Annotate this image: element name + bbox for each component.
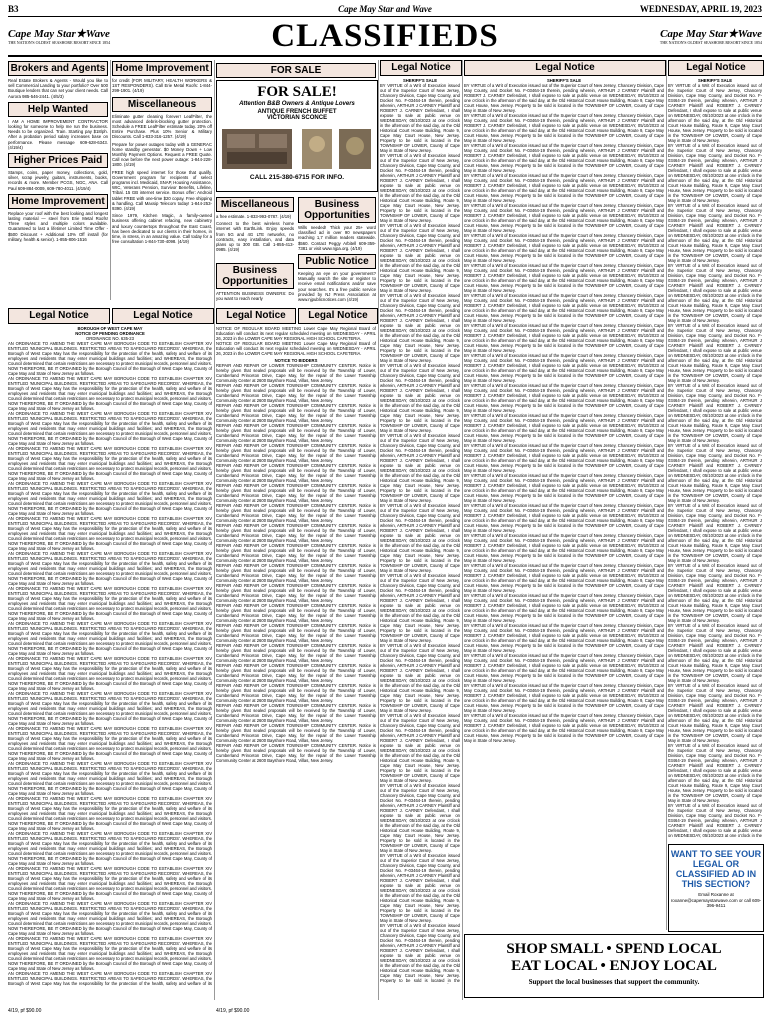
misc-text-2: Prepare for power outages today with a GENERAC home standby generator. $0 Money Down + Low Monthly Payment Options. Request a FREE Quote. Call now before the next power outage: 1-844-228-1800. (4/19): [112, 141, 212, 168]
home-improvement-text-2: for credit (FOR MILITARY, HEALTH WORKERS & 1ST RESPONDERS). Call Erie Metal Roofs: 1-844-299-1901. (4/19): [112, 78, 212, 94]
ordinance-body-cont-9: AN ORDINANCE TO AMEND THE WEST CAPE MAY BOROUGH CODE TO ESTABLISH CHAPTER XIV ENTITLED 'MUNICIPAL BUILDINGS. RESTRICTED AREAS TO SAFEGUARD RECORDS'. WHEREAS, the Borough of West Cape May has the responsibility for the protection of the health, safety and welfare of its employees and residents that may enter municipal buildings and facilities; and WHEREAS, the Borough Council determined that certain restrictions are necessary to protect municipal records, personnel and visitors. NOW THEREFORE, BE IT ORDAINED by the Borough Council of the Borough of West Cape May, County of Cape May and State of New Jersey as follows.: [8, 656, 212, 691]
business-column: [298, 194, 376, 314]
legal-body-left: [8, 326, 212, 986]
sheriff3-body-12: BY VIRTUE of a Writ of Execution issued out of the Superior Court of New Jersey, Chancery Division, Cape May County, and Docket No. F-03464-19 therein, pending wherein, ARTHUR J CARNEY Plaintiff and ROBERT J. CARNEY Defendant, I shall expose to sale at public venue on WEDNESDAY, 05/10/2023 at one o'clock in the afternoon of the said day, at the Old Historical Court House Building, Route 9, Cape May Court House, New Jersey. Property to be sold is located in the TOWNSHIP OF LOWER, County of Cape May in State of New Jersey.: [668, 743, 762, 803]
ordinance-body-cont-7: AN ORDINANCE TO AMEND THE WEST CAPE MAY BOROUGH CODE TO ESTABLISH CHAPTER XIV ENTITLED 'MUNICIPAL BUILDINGS. RESTRICTED AREAS TO SAFEGUARD RECORDS'. WHEREAS, the Borough of West Cape May has the responsibility for the protection of the health, safety and welfare of its employees and residents that may enter municipal buildings and facilities; and WHEREAS, the Borough Council determined that certain restrictions are necessary to protect municipal records, personnel and visitors. NOW THEREFORE, BE IT ORDAINED by the Borough Council of the Borough of West Cape May, County of Cape May and State of New Jersey as follows.: [8, 586, 212, 621]
ordinance-body-cont-18: AN ORDINANCE TO AMEND THE WEST CAPE MAY BOROUGH CODE TO ESTABLISH CHAPTER XIV ENTITLED 'MUNICIPAL BUILDINGS. RESTRICTED AREAS TO SAFEGUARD RECORDS'. WHEREAS, the Borough of West Cape May has the responsibility for the protection of the health, safety and welfare of its: [8, 971, 212, 986]
sheriff2-body-15: BY VIRTUE of a Writ of Execution issued out of the Superior Court of New Jersey, Chancery Division, Cape May County, and Docket No. F-03464-19 therein, pending wherein, ARTHUR J CARNEY Plaintiff and ROBERT J. CARNEY Defendant, I shall expose to sale at public venue on WEDNESDAY, 05/10/2023 at one o'clock in the afternoon of the said day, at the Old Historical Court House Building, Route 9, Cape May Court House, New Jersey. Property to be sold is located in the TOWNSHIP OF LOWER, County of Cape May in State of New Jersey.: [464, 503, 664, 533]
legal-notice-header-1: Legal Notice: [8, 308, 110, 324]
ordinance-body-cont-11: AN ORDINANCE TO AMEND THE WEST CAPE MAY BOROUGH CODE TO ESTABLISH CHAPTER XIV ENTITLED 'MUNICIPAL BUILDINGS. RESTRICTED AREAS TO SAFEGUARD RECORDS'. WHEREAS, the Borough of West Cape May has the responsibility for the protection of the health, safety and welfare of its employees and residents that may enter municipal buildings and facilities; and WHEREAS, the Borough Council determined that certain restrictions are necessary to protect municipal records, personnel and visitors. NOW THEREFORE, BE IT ORDAINED by the Borough Council of the Borough of West Cape May, County of Cape May and State of New Jersey as follows.: [8, 726, 212, 761]
higher-prices-text: Stamps, coins, paper money, collections, gold, silver, scrap jewelry, guitars, instruments, books, records & more. Member PCGS, NGC, ANA. Call Paul 609-884-0009, 609-780-4011. (4/19/4): [8, 170, 108, 191]
ordinance-body-cont-8: AN ORDINANCE TO AMEND THE WEST CAPE MAY BOROUGH CODE TO ESTABLISH CHAPTER XIV ENTITLED 'MUNICIPAL BUILDINGS. RESTRICTED AREAS TO SAFEGUARD RECORDS'. WHEREAS, the Borough of West Cape May has the responsibility for the protection of the health, safety and welfare of its employees and residents that may enter municipal buildings and facilities; and WHEREAS, the Borough Council determined that certain restrictions are necessary to protect municipal records, personnel and visitors. NOW THEREFORE, BE IT ORDAINED by the Borough Council of the Borough of West Cape May, County of Cape May and State of New Jersey as follows.: [8, 621, 212, 656]
tender-body-12: REPAIR AND REPAIR OF LOWER TOWNSHIP COMMUNITY CENTER. Notice is hereby given that sealed proposals will be received by the Township of Lower, Cumberland Princeton Drive, Cape May, for the repair of the Lower Township Community Center at 2600 Bayshore Road, Villas, New Jersey.: [216, 583, 376, 603]
rule-5: [666, 60, 667, 930]
ordinance-body-cont-3: AN ORDINANCE TO AMEND THE WEST CAPE MAY BOROUGH CODE TO ESTABLISH CHAPTER XIV ENTITLED 'MUNICIPAL BUILDINGS. RESTRICTED AREAS TO SAFEGUARD RECORDS'. WHEREAS, the Borough of West Cape May has the responsibility for the protection of the health, safety and welfare of its employees and residents that may enter municipal buildings and facilities; and WHEREAS, the Borough Council determined that certain restrictions are necessary to protect municipal records, personnel and visitors. NOW THEREFORE, BE IT ORDAINED by the Borough Council of the Borough of West Cape May, County of Cape May and State of New Jersey as follows.: [8, 446, 212, 481]
notice-body-2: NOTICE OF REGULAR BOARD MEETING Lower Cape May Regional Board of Education will conduct its next regular scheduled meeting on WEDNESDAY - APRIL 26, 2023 in the LOWER CAPE MAY REGIONAL HIGH SCHOOL CAFETERIA.: [216, 341, 376, 356]
business-column-2: [216, 260, 294, 310]
legal-notice-header-7: Legal Notice: [668, 60, 764, 76]
ad-title: FOR SALE!: [257, 84, 337, 100]
sheriff3-body-3: BY VIRTUE of a Writ of Execution issued out of the Superior Court of New Jersey, Chancery Division, Cape May County, and Docket No. F-03464-19 therein, pending wherein, ARTHUR J CARNEY Plaintiff and ROBERT J. CARNEY Defendant, I shall expose to sale at public venue on WEDNESDAY, 05/10/2023 at one o'clock in the afternoon of the said day, at the Old Historical Court House Building, Route 9, Cape May Court House, New Jersey. Property to be sold is located in the TOWNSHIP OF LOWER, County of Cape May in State of New Jersey.: [668, 203, 762, 263]
sheriff2-body-7: BY VIRTUE of a Writ of Execution issued out of the Superior Court of New Jersey, Chancery Division, Cape May County, and Docket No. F-03464-19 therein, pending wherein, ARTHUR J CARNEY Plaintiff and ROBERT J. CARNEY Defendant, I shall expose to sale at public venue on WEDNESDAY, 05/10/2023 at one o'clock in the afternoon of the said day, at the Old Historical Court House Building, Route 9, Cape May Court House, New Jersey. Property to be sold is located in the TOWNSHIP OF LOWER, County of Cape May in State of New Jersey.: [464, 263, 664, 293]
tender-body-4: REPAIR AND REPAIR OF LOWER TOWNSHIP COMMUNITY CENTER. Notice is hereby given that sealed proposals will be received by the Township of Lower, Cumberland Princeton Drive, Cape May, for the repair of the Lower Township Community Center at 2600 Bayshore Road, Villas, New Jersey.: [216, 423, 376, 443]
business-text: Wills needed! Thick your 25+ word classified ad in over 90 newspapers reaching 1,7 million readers statewide. $560. Contact Peggy Arbitell 609-359-7381 or visit www.njpa.org. (4/19): [298, 225, 376, 251]
help-wanted-text: I AM A HOME IMPROVEMENT CONTRACTOR looking for someone to help me run the business. Needs to be organized. Train. Starting pay $18/ph. After a probation period salary increases base on performance. Please message 609-628-6343. (4/19/4): [8, 118, 108, 150]
sheriff2-body-8: BY VIRTUE of a Writ of Execution issued out of the Superior Court of New Jersey, Chancery Division, Cape May County, and Docket No. F-03464-19 therein, pending wherein, ARTHUR J CARNEY Plaintiff and ROBERT J. CARNEY Defendant, I shall expose to sale at public venue on WEDNESDAY, 05/10/2023 at one o'clock in the afternoon of the said day, at the Old Historical Court House Building, Route 9, Cape May Court House, New Jersey. Property to be sold is located in the TOWNSHIP OF LOWER, County of Cape May in State of New Jersey.: [464, 293, 664, 323]
sheriff2-body-12: BY VIRTUE of a Writ of Execution issued out of the Superior Court of New Jersey, Chancery Division, Cape May County, and Docket No. F-03464-19 therein, pending wherein, ARTHUR J CARNEY Plaintiff and ROBERT J. CARNEY Defendant, I shall expose to sale at public venue on WEDNESDAY, 05/10/2023 at one o'clock in the afternoon of the said day, at the Old Historical Court House Building, Route 9, Cape May Court House, New Jersey. Property to be sold is located in the TOWNSHIP OF LOWER, County of Cape May in State of New Jersey.: [464, 413, 664, 443]
borough-title: BOROUGH OF WEST CAPE MAY: [77, 326, 143, 331]
ordinance-body-cont-14: AN ORDINANCE TO AMEND THE WEST CAPE MAY BOROUGH CODE TO ESTABLISH CHAPTER XIV ENTITLED 'MUNICIPAL BUILDINGS. RESTRICTED AREAS TO SAFEGUARD RECORDS'. WHEREAS, the Borough of West Cape May has the responsibility for the protection of the health, safety and welfare of its employees and residents that may enter municipal buildings and facilities; and WHEREAS, the Borough Council determined that certain restrictions are necessary to protect municipal records, personnel and visitors. NOW THEREFORE, BE IT ORDAINED by the Borough Council of the Borough of West Cape May, County of Cape May and State of New Jersey as follows.: [8, 831, 212, 866]
ad-line-2: VICTORIAN SCONCE: [266, 115, 328, 121]
page-number: B3: [8, 4, 19, 14]
sheriff3-body-5: BY VIRTUE of a Writ of Execution issued out of the Superior Court of New Jersey, Chancery Division, Cape May County, and Docket No. F-03464-19 therein, pending wherein, ARTHUR J CARNEY Plaintiff and ROBERT J. CARNEY Defendant, I shall expose to sale at public venue on WEDNESDAY, 05/10/2023 at one o'clock in the afternoon of the said day, at the Old Historical Court House Building, Route 9, Cape May Court House, New Jersey. Property to be sold is located in the TOWNSHIP OF LOWER, County of Cape May in State of New Jersey.: [668, 323, 762, 383]
sheriff-body-9: BY VIRTUE of a Writ of Execution issued out of the Superior Court of New Jersey, Chancery Division, Cape May County, and Docket No. F-03464-19 therein, pending wherein, ARTHUR J CARNEY Plaintiff and ROBERT J. CARNEY Defendant, I shall expose to sale at public venue on WEDNESDAY, 05/10/2023 at one o'clock in the afternoon of the said day, at the Old Historical Court House Building, Route 9, Cape May Court House, New Jersey. Property to be sold is located in the TOWNSHIP OF LOWER, County of Cape May in State of New Jersey.: [380, 643, 460, 713]
sheriff-sale-title-3: SHERIFF'S SALE: [697, 78, 733, 83]
ordinance-number: ORDINANCE NO. 635-23: [86, 336, 134, 341]
sheriff2-body-14: BY VIRTUE of a Writ of Execution issued out of the Superior Court of New Jersey, Chancery Division, Cape May County, and Docket No. F-03464-19 therein, pending wherein, ARTHUR J CARNEY Plaintiff and ROBERT J. CARNEY Defendant, I shall expose to sale at public venue on WEDNESDAY, 05/10/2023 at one o'clock in the afternoon of the said day, at the Old Historical Court House Building, Route 9, Cape May Court House, New Jersey. Property to be sold is located in the TOWNSHIP OF LOWER, County of Cape May in State of New Jersey.: [464, 473, 664, 503]
masthead: [8, 16, 762, 57]
promo-box: [668, 844, 764, 932]
sheriff2-body-13: BY VIRTUE of a Writ of Execution issued out of the Superior Court of New Jersey, Chancery Division, Cape May County, and Docket No. F-03464-19 therein, pending wherein, ARTHUR J CARNEY Plaintiff and ROBERT J. CARNEY Defendant, I shall expose to sale at public venue on WEDNESDAY, 05/10/2023 at one o'clock in the afternoon of the said day, at the Old Historical Court House Building, Route 9, Cape May Court House, New Jersey. Property to be sold is located in the TOWNSHIP OF LOWER, County of Cape May in State of New Jersey.: [464, 443, 664, 473]
sheriff-body-3: BY VIRTUE of a Writ of Execution issued out of the Superior Court of New Jersey, Chancery Division, Cape May County, and Docket No. F-03464-19 therein, pending wherein, ARTHUR J CARNEY Plaintiff and ROBERT J. CARNEY Defendant, I shall expose to sale at public venue on WEDNESDAY, 05/10/2023 at one o'clock in the afternoon of the said day, at the Old Historical Court House Building, Route 9, Cape May Court House, New Jersey. Property to be sold is located in the TOWNSHIP OF LOWER, County of Cape May in State of New Jersey.: [380, 223, 460, 293]
ordinance-body-cont-10: AN ORDINANCE TO AMEND THE WEST CAPE MAY BOROUGH CODE TO ESTABLISH CHAPTER XIV ENTITLED 'MUNICIPAL BUILDINGS. RESTRICTED AREAS TO SAFEGUARD RECORDS'. WHEREAS, the Borough of West Cape May has the responsibility for the protection of the health, safety and welfare of its employees and residents that may enter municipal buildings and facilities; and WHEREAS, the Borough Council determined that certain restrictions are necessary to protect municipal records, personnel and visitors. NOW THEREFORE, BE IT ORDAINED by the Borough Council of the Borough of West Cape May, County of Cape May and State of New Jersey as follows.: [8, 691, 212, 726]
legal-body-middle: [216, 326, 376, 986]
for-sale-ad: [216, 80, 378, 192]
ordinance-body-cont-4: AN ORDINANCE TO AMEND THE WEST CAPE MAY BOROUGH CODE TO ESTABLISH CHAPTER XIV ENTITLED 'MUNICIPAL BUILDINGS. RESTRICTED AREAS TO SAFEGUARD RECORDS'. WHEREAS, the Borough of West Cape May has the responsibility for the protection of the health, safety and welfare of its employees and residents that may enter municipal buildings and facilities; and WHEREAS, the Borough Council determined that certain restrictions are necessary to protect municipal records, personnel and visitors. NOW THEREFORE, BE IT ORDAINED by the Borough Council of the Borough of West Cape May, County of Cape May and State of New Jersey as follows.: [8, 481, 212, 516]
tender-body-19: REPAIR AND REPAIR OF LOWER TOWNSHIP COMMUNITY CENTER. Notice is hereby given that sealed proposals will be received by the Township of Lower, Cumberland Princeton Drive, Cape May, for the repair of the Lower Township Community Center at 2600 Bayshore Road, Villas, New Jersey.: [216, 723, 376, 743]
sheriff-body-13: BY VIRTUE of a Writ of Execution issued out of the Superior Court of New Jersey, Chancery Division, Cape May County, and Docket No. F-03464-19 therein, pending wherein, ARTHUR J CARNEY Plaintiff and ROBERT J. CARNEY Defendant, I shall expose to sale at public venue on WEDNESDAY, 05/10/2023 at one o'clock in the afternoon of the said day, at the Old Historical Court House Building, Route 9, Cape May Court House, New Jersey. Property to be sold is located in the: [380, 923, 460, 983]
sheriff2-body-10: BY VIRTUE of a Writ of Execution issued out of the Superior Court of New Jersey, Chancery Division, Cape May County, and Docket No. F-03464-19 therein, pending wherein, ARTHUR J CARNEY Plaintiff and ROBERT J. CARNEY Defendant, I shall expose to sale at public venue on WEDNESDAY, 05/10/2023 at one o'clock in the afternoon of the said day, at the Old Historical Court House Building, Route 9, Cape May Court House, New Jersey. Property to be sold is located in the TOWNSHIP OF LOWER, County of Cape May in State of New Jersey.: [464, 353, 664, 383]
sheriff3-body: BY VIRTUE of a Writ of Execution issued out of the Superior Court of New Jersey, Chancery Division, Cape May County, and Docket No. F-03464-19 therein, pending wherein, ARTHUR J CARNEY Plaintiff and ROBERT J. CARNEY Defendant, I shall expose to sale at public venue on WEDNESDAY, 05/10/2023 at one o'clock in the afternoon of the said day, at the Old Historical Court House Building, Route 9, Cape May Court House, New Jersey. Property to be sold is located in the TOWNSHIP OF LOWER, County of Cape May in State of New Jersey.: [668, 83, 762, 143]
sheriff2-body-17: BY VIRTUE of a Writ of Execution issued out of the Superior Court of New Jersey, Chancery Division, Cape May County, and Docket No. F-03464-19 therein, pending wherein, ARTHUR J CARNEY Plaintiff and ROBERT J. CARNEY Defendant, I shall expose to sale at public venue on WEDNESDAY, 05/10/2023 at one o'clock in the afternoon of the said day, at the Old Historical Court House Building, Route 9, Cape May Court House, New Jersey. Property to be sold is located in the TOWNSHIP OF LOWER, County of Cape May in State of New Jersey.: [464, 563, 664, 593]
sheriff3-body-7: BY VIRTUE of a Writ of Execution issued out of the Superior Court of New Jersey, Chancery Division, Cape May County, and Docket No. F-03464-19 therein, pending wherein, ARTHUR J CARNEY Plaintiff and ROBERT J. CARNEY Defendant, I shall expose to sale at public venue on WEDNESDAY, 05/10/2023 at one o'clock in the afternoon of the said day, at the Old Historical Court House Building, Route 9, Cape May Court House, New Jersey. Property to be sold is located in the TOWNSHIP OF LOWER, County of Cape May in State of New Jersey.: [668, 443, 762, 503]
tender-body-17: REPAIR AND REPAIR OF LOWER TOWNSHIP COMMUNITY CENTER. Notice is hereby given that sealed proposals will be received by the Township of Lower, Cumberland Princeton Drive, Cape May, for the repair of the Lower Township Community Center at 2600 Bayshore Road, Villas, New Jersey.: [216, 683, 376, 703]
top-line: [8, 4, 762, 16]
sheriff-body-4: BY VIRTUE of a Writ of Execution issued out of the Superior Court of New Jersey, Chancery Division, Cape May County, and Docket No. F-03464-19 therein, pending wherein, ARTHUR J CARNEY Plaintiff and ROBERT J. CARNEY Defendant, I shall expose to sale at public venue on WEDNESDAY, 05/10/2023 at one o'clock in the afternoon of the said day, at the Old Historical Court House Building, Route 9, Cape May Court House, New Jersey. Property to be sold is located in the TOWNSHIP OF LOWER, County of Cape May in State of New Jersey.: [380, 293, 460, 363]
sheriff3-body-2: BY VIRTUE of a Writ of Execution issued out of the Superior Court of New Jersey, Chancery Division, Cape May County, and Docket No. F-03464-19 therein, pending wherein, ARTHUR J CARNEY Plaintiff and ROBERT J. CARNEY Defendant, I shall expose to sale at public venue on WEDNESDAY, 05/10/2023 at one o'clock in the afternoon of the said day, at the Old Historical Court House Building, Route 9, Cape May Court House, New Jersey. Property to be sold is located in the TOWNSHIP OF LOWER, County of Cape May in State of New Jersey.: [668, 143, 762, 203]
sheriff3-body-8: BY VIRTUE of a Writ of Execution issued out of the Superior Court of New Jersey, Chancery Division, Cape May County, and Docket No. F-03464-19 therein, pending wherein, ARTHUR J CARNEY Plaintiff and ROBERT J. CARNEY Defendant, I shall expose to sale at public venue on WEDNESDAY, 05/10/2023 at one o'clock in the afternoon of the said day, at the Old Historical Court House Building, Route 9, Cape May Court House, New Jersey. Property to be sold is located in the TOWNSHIP OF LOWER, County of Cape May in State of New Jersey.: [668, 503, 762, 563]
home-improvement-header-2: Home Improvement: [112, 61, 212, 76]
tender-body-8: REPAIR AND REPAIR OF LOWER TOWNSHIP COMMUNITY CENTER. Notice is hereby given that sealed proposals will be received by the Township of Lower, Cumberland Princeton Drive, Cape May, for the repair of the Lower Township Community Center at 2600 Bayshore Road, Villas, New Jersey.: [216, 503, 376, 523]
promo-email[interactable]: Email Roxanne at roxanne@capemaystarwave.com or call 609-396-9411: [670, 892, 762, 908]
ordinance-body-cont-13: AN ORDINANCE TO AMEND THE WEST CAPE MAY BOROUGH CODE TO ESTABLISH CHAPTER XIV ENTITLED 'MUNICIPAL BUILDINGS. RESTRICTED AREAS TO SAFEGUARD RECORDS'. WHEREAS, the Borough of West Cape May has the responsibility for the protection of the health, safety and welfare of its employees and residents that may enter municipal buildings and facilities; and WHEREAS, the Borough Council determined that certain restrictions are necessary to protect municipal records, personnel and visitors. NOW THEREFORE, BE IT ORDAINED by the Borough Council of the Borough of West Cape May, County of Cape May and State of New Jersey as follows.: [8, 796, 212, 831]
tender-body-15: REPAIR AND REPAIR OF LOWER TOWNSHIP COMMUNITY CENTER. Notice is hereby given that sealed proposals will be received by the Township of Lower, Cumberland Princeton Drive, Cape May, for the repair of the Lower Township Community Center at 2600 Bayshore Road, Villas, New Jersey.: [216, 643, 376, 663]
sheriff-body-8: BY VIRTUE of a Writ of Execution issued out of the Superior Court of New Jersey, Chancery Division, Cape May County, and Docket No. F-03464-19 therein, pending wherein, ARTHUR J CARNEY Plaintiff and ROBERT J. CARNEY Defendant, I shall expose to sale at public venue on WEDNESDAY, 05/10/2023 at one o'clock in the afternoon of the said day, at the Old Historical Court House Building, Route 9, Cape May Court House, New Jersey. Property to be sold is located in the TOWNSHIP OF LOWER, County of Cape May in State of New Jersey.: [380, 573, 460, 643]
sheriff-body-11: BY VIRTUE of a Writ of Execution issued out of the Superior Court of New Jersey, Chancery Division, Cape May County, and Docket No. F-03464-19 therein, pending wherein, ARTHUR J CARNEY Plaintiff and ROBERT J. CARNEY Defendant, I shall expose to sale at public venue on WEDNESDAY, 05/10/2023 at one o'clock in the afternoon of the said day, at the Old Historical Court House Building, Route 9, Cape May Court House, New Jersey. Property to be sold is located in the TOWNSHIP OF LOWER, County of Cape May in State of New Jersey.: [380, 783, 460, 853]
sheriff2-body-16: BY VIRTUE of a Writ of Execution issued out of the Superior Court of New Jersey, Chancery Division, Cape May County, and Docket No. F-03464-19 therein, pending wherein, ARTHUR J CARNEY Plaintiff and ROBERT J. CARNEY Defendant, I shall expose to sale at public venue on WEDNESDAY, 05/10/2023 at one o'clock in the afternoon of the said day, at the Old Historical Court House Building, Route 9, Cape May Court House, New Jersey. Property to be sold is located in the TOWNSHIP OF LOWER, County of Cape May in State of New Jersey.: [464, 533, 664, 563]
ordinance-body: AN ORDINANCE TO AMEND THE WEST CAPE MAY BOROUGH CODE TO ESTABLISH CHAPTER XIV ENTITLED 'MUNICIPAL BUILDINGS. RESTRICTED AREAS TO SAFEGUARD RECORDS'. WHEREAS, the Borough of West Cape May has the responsibility for the protection of the health, safety and welfare of its employees and residents that may enter municipal buildings and facilities; and WHEREAS, the Borough Council determined that certain restrictions are necessary to protect municipal records, personnel and visitors. NOW THEREFORE, BE IT ORDAINED by the Borough Council of the Borough of West Cape May, County of Cape May and State of New Jersey as follows.: [8, 341, 212, 376]
logo-right: Cape May Star★Wave THE NATION'S OLDEST SEASHORE RESORT SINCE 1854: [659, 28, 762, 45]
sheriff-body: BY VIRTUE of a Writ of Execution issued out of the Superior Court of New Jersey, Chancery Division, Cape May County, and Docket No. F-03464-19 therein, pending wherein, ARTHUR J CARNEY Plaintiff and ROBERT J. CARNEY Defendant, I shall expose to sale at public venue on WEDNESDAY, 05/10/2023 at one o'clock in the afternoon of the said day, at the Old Historical Court House Building, Route 9, Cape May Court House, New Jersey. Property to be sold is located in the TOWNSHIP OF LOWER, County of Cape May in State of New Jersey.: [380, 83, 460, 153]
support-line: Support the local businesses that support the community.: [528, 978, 700, 986]
tender-body-5: REPAIR AND REPAIR OF LOWER TOWNSHIP COMMUNITY CENTER. Notice is hereby given that sealed proposals will be received by the Township of Lower, Cumberland Princeton Drive, Cape May, for the repair of the Lower Township Community Center at 2600 Bayshore Road, Villas, New Jersey.: [216, 443, 376, 463]
tender-body-16: REPAIR AND REPAIR OF LOWER TOWNSHIP COMMUNITY CENTER. Notice is hereby given that sealed proposals will be received by the Township of Lower, Cumberland Princeton Drive, Cape May, for the repair of the Lower Township Community Center at 2600 Bayshore Road, Villas, New Jersey.: [216, 663, 376, 683]
misc-text-1: Eliminate gutter cleaning forever! LeafFilter, the most advanced debris-blocking gutter protection. Schedule a FREE LeafFilter estimate today. 20% off Entire Purchase. Plus 10% Senior & Military Discounts. Call 1-833-316-1257. (4/19): [112, 113, 212, 140]
shop-small-line: SHOP SMALL • SPEND LOCAL: [506, 941, 722, 957]
tender-body-6: REPAIR AND REPAIR OF LOWER TOWNSHIP COMMUNITY CENTER. Notice is hereby given that sealed proposals will be received by the Township of Lower, Cumberland Princeton Drive, Cape May, for the repair of the Lower Township Community Center at 2600 Bayshore Road, Villas, New Jersey.: [216, 463, 376, 483]
tender-body-11: REPAIR AND REPAIR OF LOWER TOWNSHIP COMMUNITY CENTER. Notice is hereby given that sealed proposals will be received by the Township of Lower, Cumberland Princeton Drive, Cape May, for the repair of the Lower Township Community Center at 2600 Bayshore Road, Villas, New Jersey.: [216, 563, 376, 583]
tender-body: REPAIR AND REPAIR OF LOWER TOWNSHIP COMMUNITY CENTER. Notice is hereby given that sealed proposals will be received by the Township of Lower, Cumberland Princeton Drive, Cape May, for the repair of the Lower Township Community Center at 2600 Bayshore Road, Villas, New Jersey.: [216, 363, 376, 383]
rule-2: [214, 60, 215, 1000]
business-header-2: Business Opportunities: [216, 263, 294, 289]
sheriff2-body-9: BY VIRTUE of a Writ of Execution issued out of the Superior Court of New Jersey, Chancery Division, Cape May County, and Docket No. F-03464-19 therein, pending wherein, ARTHUR J CARNEY Plaintiff and ROBERT J. CARNEY Defendant, I shall expose to sale at public venue on WEDNESDAY, 05/10/2023 at one o'clock in the afternoon of the said day, at the Old Historical Court House Building, Route 9, Cape May Court House, New Jersey. Property to be sold is located in the TOWNSHIP OF LOWER, County of Cape May in State of New Jersey.: [464, 323, 664, 353]
tender-body-7: REPAIR AND REPAIR OF LOWER TOWNSHIP COMMUNITY CENTER. Notice is hereby given that sealed proposals will be received by the Township of Lower, Cumberland Princeton Drive, Cape May, for the repair of the Lower Township Community Center at 2600 Bayshore Road, Villas, New Jersey.: [216, 483, 376, 503]
sheriff-body-6: BY VIRTUE of a Writ of Execution issued out of the Superior Court of New Jersey, Chancery Division, Cape May County, and Docket No. F-03464-19 therein, pending wherein, ARTHUR J CARNEY Plaintiff and ROBERT J. CARNEY Defendant, I shall expose to sale at public venue on WEDNESDAY, 05/10/2023 at one o'clock in the afternoon of the said day, at the Old Historical Court House Building, Route 9, Cape May Court House, New Jersey. Property to be sold is located in the TOWNSHIP OF LOWER, County of Cape May in State of New Jersey.: [380, 433, 460, 503]
brokers-text: Real Estate Brokers & Agents - Would you like to sell Commercial Landing to your portfolio? Over 500 Boutique lenders that can set your client needs. Call Aurora 985-546-2441. (4/5/3): [8, 78, 108, 99]
sheriff2-body-11: BY VIRTUE of a Writ of Execution issued out of the Superior Court of New Jersey, Chancery Division, Cape May County, and Docket No. F-03464-19 therein, pending wherein, ARTHUR J CARNEY Plaintiff and ROBERT J. CARNEY Defendant, I shall expose to sale at public venue on WEDNESDAY, 05/10/2023 at one o'clock in the afternoon of the said day, at the Old Historical Court House Building, Route 9, Cape May Court House, New Jersey. Property to be sold is located in the TOWNSHIP OF LOWER, County of Cape May in State of New Jersey.: [464, 383, 664, 413]
higher-prices-header: Higher Prices Paid: [8, 153, 108, 168]
sheriff-column-2: [464, 78, 664, 923]
sheriff2-body-19: BY VIRTUE of a Writ of Execution issued out of the Superior Court of New Jersey, Chancery Division, Cape May County, and Docket No. F-03464-19 therein, pending wherein, ARTHUR J CARNEY Plaintiff and ROBERT J. CARNEY Defendant, I shall expose to sale at public venue on WEDNESDAY, 05/10/2023 at one o'clock in the afternoon of the said day, at the Old Historical Court House Building, Route 9, Cape May Court House, New Jersey. Property to be sold is located in the TOWNSHIP OF LOWER, County of Cape May in State of New Jersey.: [464, 623, 664, 653]
misc-mid-header: Miscellaneous: [216, 197, 294, 212]
help-wanted-header: Help Wanted: [8, 102, 108, 117]
tender-body-9: REPAIR AND REPAIR OF LOWER TOWNSHIP COMMUNITY CENTER. Notice is hereby given that sealed proposals will be received by the Township of Lower, Cumberland Princeton Drive, Cape May, for the repair of the Lower Township Community Center at 2600 Bayshore Road, Villas, New Jersey.: [216, 523, 376, 543]
sheriff2-body: BY VIRTUE of a Writ of Execution issued out of the Superior Court of New Jersey, Chancery Division, Cape May County, and Docket No. F-03464-19 therein, pending wherein, ARTHUR J CARNEY Plaintiff and ROBERT J. CARNEY Defendant, I shall expose to sale at public venue on WEDNESDAY, 05/10/2023 at one o'clock in the afternoon of the said day, at the Old Historical Court House Building, Route 9, Cape May Court House, New Jersey. Property to be sold is located in the TOWNSHIP OF LOWER, County of Cape May in State of New Jersey.: [464, 83, 664, 113]
misc-text-4: Since 1979, Kitchen Magic, a family-owned business offering cabinet refacing, new cabinetry and luxury countertops throughout the East Coast, has been dedicated to our clients in their homes, in time, in stress, in an amazing value. Call today for a free consultation 1-844-730-4098. (4/19): [112, 213, 212, 245]
ordinance-body-cont: AN ORDINANCE TO AMEND THE WEST CAPE MAY BOROUGH CODE TO ESTABLISH CHAPTER XIV ENTITLED 'MUNICIPAL BUILDINGS. RESTRICTED AREAS TO SAFEGUARD RECORDS'. WHEREAS, the Borough of West Cape May has the responsibility for the protection of the health, safety and welfare of its employees and residents that may enter municipal buildings and facilities; and WHEREAS, the Borough Council determined that certain restrictions are necessary to protect municipal records, personnel and visitors. NOW THEREFORE, BE IT ORDAINED by the Borough Council of the Borough of West Cape May, County of Cape May and State of New Jersey as follows.: [8, 376, 212, 411]
sheriff2-body-6: BY VIRTUE of a Writ of Execution issued out of the Superior Court of New Jersey, Chancery Division, Cape May County, and Docket No. F-03464-19 therein, pending wherein, ARTHUR J CARNEY Plaintiff and ROBERT J. CARNEY Defendant, I shall expose to sale at public venue on WEDNESDAY, 05/10/2023 at one o'clock in the afternoon of the said day, at the Old Historical Court House Building, Route 9, Cape May Court House, New Jersey. Property to be sold is located in the TOWNSHIP OF LOWER, County of Cape May in State of New Jersey.: [464, 233, 664, 263]
tender-title: NOTICE TO BIDDERS: [274, 358, 318, 363]
sheriff2-body-5: BY VIRTUE of a Writ of Execution issued out of the Superior Court of New Jersey, Chancery Division, Cape May County, and Docket No. F-03464-19 therein, pending wherein, ARTHUR J CARNEY Plaintiff and ROBERT J. CARNEY Defendant, I shall expose to sale at public venue on WEDNESDAY, 05/10/2023 at one o'clock in the afternoon of the said day, at the Old Historical Court House Building, Route 9, Cape May Court House, New Jersey. Property to be sold is located in the TOWNSHIP OF LOWER, County of Cape May in State of New Jersey.: [464, 203, 664, 233]
sheriff2-body-18: BY VIRTUE of a Writ of Execution issued out of the Superior Court of New Jersey, Chancery Division, Cape May County, and Docket No. F-03464-19 therein, pending wherein, ARTHUR J CARNEY Plaintiff and ROBERT J. CARNEY Defendant, I shall expose to sale at public venue on WEDNESDAY, 05/10/2023 at one o'clock in the afternoon of the said day, at the Old Historical Court House Building, Route 9, Cape May Court House, New Jersey. Property to be sold is located in the TOWNSHIP OF LOWER, County of Cape May in State of New Jersey.: [464, 593, 664, 623]
sheriff3-body-13: BY VIRTUE of a Writ of Execution issued out of the Superior Court of New Jersey, Chancery Division, Cape May County, and Docket No. F-03464-19 therein, pending wherein, ARTHUR J CARNEY Plaintiff and ROBERT J. CARNEY Defendant, I shall expose to sale at public venue on WEDNESDAY, 05/10/2023 at one o'clock in the: [668, 803, 762, 838]
fee-line-left: 4/19, pf $90.00: [8, 1008, 42, 1014]
rule-3: [378, 60, 379, 1000]
tender-body-20: REPAIR AND REPAIR OF LOWER TOWNSHIP COMMUNITY CENTER. Notice is hereby given that sealed proposals will be received by the Township of Lower, Cumberland Princeton Drive, Cape May, for the repair of the Lower Township Community Center at 2600 Bayshore Road, Villas, New Jersey.: [216, 743, 376, 763]
misc-mid-text: a free estimate. 1-833-993-0787. (4/19): [216, 214, 292, 219]
ordinance-body-cont-6: AN ORDINANCE TO AMEND THE WEST CAPE MAY BOROUGH CODE TO ESTABLISH CHAPTER XIV ENTITLED 'MUNICIPAL BUILDINGS. RESTRICTED AREAS TO SAFEGUARD RECORDS'. WHEREAS, the Borough of West Cape May has the responsibility for the protection of the health, safety and welfare of its employees and residents that may enter municipal buildings and facilities; and WHEREAS, the Borough Council determined that certain restrictions are necessary to protect municipal records, personnel and visitors. NOW THEREFORE, BE IT ORDAINED by the Borough Council of the Borough of West Cape May, County of Cape May and State of New Jersey as follows.: [8, 551, 212, 586]
fee-line-middle: 4/19, pf $90.00: [216, 1008, 250, 1014]
eat-local-line: EAT LOCAL • ENJOY LOCAL: [511, 958, 717, 974]
legal-notice-header-4: Legal Notice: [298, 308, 378, 324]
public-notice-header: Public Notice: [298, 254, 376, 269]
tender-body-2: REPAIR AND REPAIR OF LOWER TOWNSHIP COMMUNITY CENTER. Notice is hereby given that sealed proposals will be received by the Township of Lower, Cumberland Princeton Drive, Cape May, for the repair of the Lower Township Community Center at 2600 Bayshore Road, Villas, New Jersey.: [216, 383, 376, 403]
misc-text-3: FREE high speed internet for those that qualify. Government program for recipients of select programs incl. Medicaid, SNAP, Housing Assistance, WIC, Veterans Pension, Survivor Benefits, Lifeline, Tribal. 15 GB internet service. Bonus offer: Android tablet FREE with one-time $20 copay. Free shipping & handling. Call Maxsip Telecom today! 1-844-253-9390. (4/19): [112, 169, 212, 212]
sheriff2-body-21: BY VIRTUE of a Writ of Execution issued out of the Superior Court of New Jersey, Chancery Division, Cape May County, and Docket No. F-03464-19 therein, pending wherein, ARTHUR J CARNEY Plaintiff and ROBERT J. CARNEY Defendant, I shall expose to sale at public venue on WEDNESDAY, 05/10/2023 at one o'clock in the afternoon of the said day, at the Old Historical Court House Building, Route 9, Cape May Court House, New Jersey. Property to be sold is located in the TOWNSHIP OF LOWER, County of Cape May in State of New Jersey.: [464, 683, 664, 713]
ordinance-body-cont-16: AN ORDINANCE TO AMEND THE WEST CAPE MAY BOROUGH CODE TO ESTABLISH CHAPTER XIV ENTITLED 'MUNICIPAL BUILDINGS. RESTRICTED AREAS TO SAFEGUARD RECORDS'. WHEREAS, the Borough of West Cape May has the responsibility for the protection of the health, safety and welfare of its employees and residents that may enter municipal buildings and facilities; and WHEREAS, the Borough Council determined that certain restrictions are necessary to protect municipal records, personnel and visitors. NOW THEREFORE, BE IT ORDAINED by the Borough Council of the Borough of West Cape May, County of Cape May and State of New Jersey as follows.: [8, 901, 212, 936]
ordinance-body-cont-2: AN ORDINANCE TO AMEND THE WEST CAPE MAY BOROUGH CODE TO ESTABLISH CHAPTER XIV ENTITLED 'MUNICIPAL BUILDINGS. RESTRICTED AREAS TO SAFEGUARD RECORDS'. WHEREAS, the Borough of West Cape May has the responsibility for the protection of the health, safety and welfare of its employees and residents that may enter municipal buildings and facilities; and WHEREAS, the Borough Council determined that certain restrictions are necessary to protect municipal records, personnel and visitors. NOW THEREFORE, BE IT ORDAINED by the Borough Council of the Borough of West Cape May, County of Cape May and State of New Jersey as follows.: [8, 411, 212, 446]
ordinance-body-cont-17: AN ORDINANCE TO AMEND THE WEST CAPE MAY BOROUGH CODE TO ESTABLISH CHAPTER XIV ENTITLED 'MUNICIPAL BUILDINGS. RESTRICTED AREAS TO SAFEGUARD RECORDS'. WHEREAS, the Borough of West Cape May has the responsibility for the protection of the health, safety and welfare of its employees and residents that may enter municipal buildings and facilities; and WHEREAS, the Borough Council determined that certain restrictions are necessary to protect municipal records, personnel and visitors. NOW THEREFORE, BE IT ORDAINED by the Borough Council of the Borough of West Cape May, County of Cape May and State of New Jersey as follows.: [8, 936, 212, 971]
business-header: Business Opportunities: [298, 197, 376, 223]
tender-body-13: REPAIR AND REPAIR OF LOWER TOWNSHIP COMMUNITY CENTER. Notice is hereby given that sealed proposals will be received by the Township of Lower, Cumberland Princeton Drive, Cape May, for the repair of the Lower Township Community Center at 2600 Bayshore Road, Villas, New Jersey.: [216, 603, 376, 623]
for-sale-header: FOR SALE: [216, 63, 376, 78]
ad-subtitle: Attention B&B Owners & Antique Lovers: [239, 101, 355, 107]
ordinance-body-cont-5: AN ORDINANCE TO AMEND THE WEST CAPE MAY BOROUGH CODE TO ESTABLISH CHAPTER XIV ENTITLED 'MUNICIPAL BUILDINGS. RESTRICTED AREAS TO SAFEGUARD RECORDS'. WHEREAS, the Borough of West Cape May has the responsibility for the protection of the health, safety and welfare of its employees and residents that may enter municipal buildings and facilities; and WHEREAS, the Borough Council determined that certain restrictions are necessary to protect municipal records, personnel and visitors. NOW THEREFORE, BE IT ORDAINED by the Borough Council of the Borough of West Cape May, County of Cape May and State of New Jersey as follows.: [8, 516, 212, 551]
borough-subtitle: NOTICE OF PENDING ORDINANCE: [75, 331, 145, 336]
notice-body: NOTICE OF REGULAR BOARD MEETING Lower Cape May Regional Board of Education will conduct its next regular scheduled meeting on WEDNESDAY - APRIL 26, 2023 in the LOWER CAPE MAY REGIONAL HIGH SCHOOL CAFETERIA.: [216, 326, 376, 341]
legal-notice-header-3: Legal Notice: [216, 308, 296, 324]
sheriff2-body-4: BY VIRTUE of a Writ of Execution issued out of the Superior Court of New Jersey, Chancery Division, Cape May County, and Docket No. F-03464-19 therein, pending wherein, ARTHUR J CARNEY Plaintiff and ROBERT J. CARNEY Defendant, I shall expose to sale at public venue on WEDNESDAY, 05/10/2023 at one o'clock in the afternoon of the said day, at the Old Historical Court House Building, Route 9, Cape May Court House, New Jersey. Property to be sold is located in the TOWNSHIP OF LOWER, County of Cape May in State of New Jersey.: [464, 173, 664, 203]
promo-text: WANT TO SEE YOUR LEGAL OR CLASSIFIED AD IN THIS SECTION?: [670, 849, 762, 889]
sheriff2-body-22: BY VIRTUE of a Writ of Execution issued out of the Superior Court of New Jersey, Chancery Division, Cape May County, and Docket No. F-03464-19 therein, pending wherein, ARTHUR J CARNEY Plaintiff and ROBERT J. CARNEY Defendant, I shall expose to sale at public venue on WEDNESDAY, 05/10/2023 at one o'clock in the afternoon of the said day, at the Old Historical Court House Building, Route 9, Cape May Court House, New Jersey. Property to be sold is located in the TOWNSHIP OF LOWER, County of Cape May in State of New Jersey.: [464, 713, 664, 743]
sheriff3-body-11: BY VIRTUE of a Writ of Execution issued out of the Superior Court of New Jersey, Chancery Division, Cape May County, and Docket No. F-03464-19 therein, pending wherein, ARTHUR J CARNEY Plaintiff and ROBERT J. CARNEY Defendant, I shall expose to sale at public venue on WEDNESDAY, 05/10/2023 at one o'clock in the afternoon of the said day, at the Old Historical Court House Building, Route 9, Cape May Court House, New Jersey. Property to be sold is located in the TOWNSHIP OF LOWER, County of Cape May in State of New Jersey.: [668, 683, 762, 743]
sheriff-body-7: BY VIRTUE of a Writ of Execution issued out of the Superior Court of New Jersey, Chancery Division, Cape May County, and Docket No. F-03464-19 therein, pending wherein, ARTHUR J CARNEY Plaintiff and ROBERT J. CARNEY Defendant, I shall expose to sale at public venue on WEDNESDAY, 05/10/2023 at one o'clock in the afternoon of the said day, at the Old Historical Court House Building, Route 9, Cape May Court House, New Jersey. Property to be sold is located in the TOWNSHIP OF LOWER, County of Cape May in State of New Jersey.: [380, 503, 460, 573]
sheriff2-body-2: BY VIRTUE of a Writ of Execution issued out of the Superior Court of New Jersey, Chancery Division, Cape May County, and Docket No. F-03464-19 therein, pending wherein, ARTHUR J CARNEY Plaintiff and ROBERT J. CARNEY Defendant, I shall expose to sale at public venue on WEDNESDAY, 05/10/2023 at one o'clock in the afternoon of the said day, at the Old Historical Court House Building, Route 9, Cape May Court House, New Jersey. Property to be sold is located in the TOWNSHIP OF LOWER, County of Cape May in State of New Jersey.: [464, 113, 664, 143]
sheriff3-body-10: BY VIRTUE of a Writ of Execution issued out of the Superior Court of New Jersey, Chancery Division, Cape May County, and Docket No. F-03464-19 therein, pending wherein, ARTHUR J CARNEY Plaintiff and ROBERT J. CARNEY Defendant, I shall expose to sale at public venue on WEDNESDAY, 05/10/2023 at one o'clock in the afternoon of the said day, at the Old Historical Court House Building, Route 9, Cape May Court House, New Jersey. Property to be sold is located in the TOWNSHIP OF LOWER, County of Cape May in State of New Jersey.: [668, 623, 762, 683]
page-title: CLASSIFIEDS: [271, 18, 499, 54]
sheriff3-body-9: BY VIRTUE of a Writ of Execution issued out of the Superior Court of New Jersey, Chancery Division, Cape May County, and Docket No. F-03464-19 therein, pending wherein, ARTHUR J CARNEY Plaintiff and ROBERT J. CARNEY Defendant, I shall expose to sale at public venue on WEDNESDAY, 05/10/2023 at one o'clock in the afternoon of the said day, at the Old Historical Court House Building, Route 9, Cape May Court House, New Jersey. Property to be sold is located in the TOWNSHIP OF LOWER, County of Cape May in State of New Jersey.: [668, 563, 762, 623]
sheriff-body-2: BY VIRTUE of a Writ of Execution issued out of the Superior Court of New Jersey, Chancery Division, Cape May County, and Docket No. F-03464-19 therein, pending wherein, ARTHUR J CARNEY Plaintiff and ROBERT J. CARNEY Defendant, I shall expose to sale at public venue on WEDNESDAY, 05/10/2023 at one o'clock in the afternoon of the said day, at the Old Historical Court House Building, Route 9, Cape May Court House, New Jersey. Property to be sold is located in the TOWNSHIP OF LOWER, County of Cape May in State of New Jersey.: [380, 153, 460, 223]
sheriff2-body-3: BY VIRTUE of a Writ of Execution issued out of the Superior Court of New Jersey, Chancery Division, Cape May County, and Docket No. F-03464-19 therein, pending wherein, ARTHUR J CARNEY Plaintiff and ROBERT J. CARNEY Defendant, I shall expose to sale at public venue on WEDNESDAY, 05/10/2023 at one o'clock in the afternoon of the said day, at the Old Historical Court House Building, Route 9, Cape May Court House, New Jersey. Property to be sold is located in the TOWNSHIP OF LOWER, County of Cape May in State of New Jersey.: [464, 143, 664, 173]
tender-body-14: REPAIR AND REPAIR OF LOWER TOWNSHIP COMMUNITY CENTER. Notice is hereby given that sealed proposals will be received by the Township of Lower, Cumberland Princeton Drive, Cape May, for the repair of the Lower Township Community Center at 2600 Bayshore Road, Villas, New Jersey.: [216, 623, 376, 643]
furniture-image: [217, 124, 377, 174]
sheriff-column-1: [380, 78, 460, 984]
public-notice-text: Keeping an eye on your government? Manually search the site or register to receive email notifications and/or save your searches. It's a free public service provided by NJ Press Association at www.njpublicnotices.com (4/19): [298, 271, 376, 303]
sheriff-body-5: BY VIRTUE of a Writ of Execution issued out of the Superior Court of New Jersey, Chancery Division, Cape May County, and Docket No. F-03464-19 therein, pending wherein, ARTHUR J CARNEY Plaintiff and ROBERT J. CARNEY Defendant, I shall expose to sale at public venue on WEDNESDAY, 05/10/2023 at one o'clock in the afternoon of the said day, at the Old Historical Court House Building, Route 9, Cape May Court House, New Jersey. Property to be sold is located in the TOWNSHIP OF LOWER, County of Cape May in State of New Jersey.: [380, 363, 460, 433]
sheriff-sale-title-2: SHERIFF'S SALE: [546, 78, 582, 83]
ad-call: CALL 215-380-6715 FOR INFO.: [249, 174, 345, 181]
rule-1: [110, 60, 111, 300]
sheriff-sale-title: SHERIFF'S SALE: [402, 78, 438, 83]
sheriff3-body-4: BY VIRTUE of a Writ of Execution issued out of the Superior Court of New Jersey, Chancery Division, Cape May County, and Docket No. F-03464-19 therein, pending wherein, ARTHUR J CARNEY Plaintiff and ROBERT J. CARNEY Defendant, I shall expose to sale at public venue on WEDNESDAY, 05/10/2023 at one o'clock in the afternoon of the said day, at the Old Historical Court House Building, Route 9, Cape May Court House, New Jersey. Property to be sold is located in the TOWNSHIP OF LOWER, County of Cape May in State of New Jersey.: [668, 263, 762, 323]
issue-date: WEDNESDAY, APRIL 19, 2023: [639, 4, 762, 14]
sheriff3-body-6: BY VIRTUE of a Writ of Execution issued out of the Superior Court of New Jersey, Chancery Division, Cape May County, and Docket No. F-03464-19 therein, pending wherein, ARTHUR J CARNEY Plaintiff and ROBERT J. CARNEY Defendant, I shall expose to sale at public venue on WEDNESDAY, 05/10/2023 at one o'clock in the afternoon of the said day, at the Old Historical Court House Building, Route 9, Cape May Court House, New Jersey. Property to be sold is located in the TOWNSHIP OF LOWER, County of Cape May in State of New Jersey.: [668, 383, 762, 443]
brokers-header: Brokers and Agents: [8, 61, 108, 76]
ordinance-body-cont-15: AN ORDINANCE TO AMEND THE WEST CAPE MAY BOROUGH CODE TO ESTABLISH CHAPTER XIV ENTITLED 'MUNICIPAL BUILDINGS. RESTRICTED AREAS TO SAFEGUARD RECORDS'. WHEREAS, the Borough of West Cape May has the responsibility for the protection of the health, safety and welfare of its employees and residents that may enter municipal buildings and facilities; and WHEREAS, the Borough Council determined that certain restrictions are necessary to protect municipal records, personnel and visitors. NOW THEREFORE, BE IT ORDAINED by the Borough Council of the Borough of West Cape May, County of Cape May and State of New Jersey as follows.: [8, 866, 212, 901]
ad-line-1: ANTIQUE FRENCH BUFFET: [257, 109, 337, 115]
sheriff-body-12: BY VIRTUE of a Writ of Execution issued out of the Superior Court of New Jersey, Chancery Division, Cape May County, and Docket No. F-03464-19 therein, pending wherein, ARTHUR J CARNEY Plaintiff and ROBERT J. CARNEY Defendant, I shall expose to sale at public venue on WEDNESDAY, 05/10/2023 at one o'clock in the afternoon of the said day, at the Old Historical Court House Building, Route 9, Cape May Court House, New Jersey. Property to be sold is located in the TOWNSHIP OF LOWER, County of Cape May in State of New Jersey.: [380, 853, 460, 923]
paper-name: Cape May Star and Wave: [338, 4, 432, 14]
sheriff-body-10: BY VIRTUE of a Writ of Execution issued out of the Superior Court of New Jersey, Chancery Division, Cape May County, and Docket No. F-03464-19 therein, pending wherein, ARTHUR J CARNEY Plaintiff and ROBERT J. CARNEY Defendant, I shall expose to sale at public venue on WEDNESDAY, 05/10/2023 at one o'clock in the afternoon of the said day, at the Old Historical Court House Building, Route 9, Cape May Court House, New Jersey. Property to be sold is located in the TOWNSHIP OF LOWER, County of Cape May in State of New Jersey.: [380, 713, 460, 783]
legal-notice-header-6: Legal Notice: [464, 60, 666, 76]
business-text-2: ATTENTION BUSINESS OWNERS: Do you want to reach nearly: [216, 291, 294, 302]
misc-mid-text-2: Connect to the best wireless home internet with EarthLink. Enjoy speeds from 5G and 4G LTE networks, no contracts, easy installation, and data plans up to 300 GB. Call 1-855-413-0985. (4/19): [216, 221, 294, 253]
tender-body-18: REPAIR AND REPAIR OF LOWER TOWNSHIP COMMUNITY CENTER. Notice is hereby given that sealed proposals will be received by the Township of Lower, Cumberland Princeton Drive, Cape May, for the repair of the Lower Township Community Center at 2600 Bayshore Road, Villas, New Jersey.: [216, 703, 376, 723]
sheriff2-body-20: BY VIRTUE of a Writ of Execution issued out of the Superior Court of New Jersey, Chancery Division, Cape May County, and Docket No. F-03464-19 therein, pending wherein, ARTHUR J CARNEY Plaintiff and ROBERT J. CARNEY Defendant, I shall expose to sale at public venue on WEDNESDAY, 05/10/2023 at one o'clock in the afternoon of the said day, at the Old Historical Court House Building, Route 9, Cape May Court House, New Jersey. Property to be sold is located in the TOWNSHIP OF LOWER, County of Cape May in State of New Jersey.: [464, 653, 664, 683]
home-improvement-text: Replace your roof with the best looking and longest lasting material — steel from Erie Metal Roofs! Three styles and multiple colors available. Guaranteed to last a lifetime! Limited Time Offer - $500 Discount + Additional 10% Off install (for military, health & senior). 1-855-806-1516: [8, 210, 108, 242]
for-sale-section: [216, 60, 376, 80]
shop-local-ad: [464, 934, 764, 998]
legal-notice-header-5: Legal Notice: [380, 60, 462, 76]
legal-notice-header-2: Legal Notice: [112, 308, 214, 324]
miscellaneous-header: Miscellaneous: [112, 97, 212, 112]
rule-4: [462, 60, 463, 1000]
tender-body-10: REPAIR AND REPAIR OF LOWER TOWNSHIP COMMUNITY CENTER. Notice is hereby given that sealed proposals will be received by the Township of Lower, Cumberland Princeton Drive, Cape May, for the repair of the Lower Township Community Center at 2600 Bayshore Road, Villas, New Jersey.: [216, 543, 376, 563]
ordinance-body-cont-12: AN ORDINANCE TO AMEND THE WEST CAPE MAY BOROUGH CODE TO ESTABLISH CHAPTER XIV ENTITLED 'MUNICIPAL BUILDINGS. RESTRICTED AREAS TO SAFEGUARD RECORDS'. WHEREAS, the Borough of West Cape May has the responsibility for the protection of the health, safety and welfare of its employees and residents that may enter municipal buildings and facilities; and WHEREAS, the Borough Council determined that certain restrictions are necessary to protect municipal records, personnel and visitors. NOW THEREFORE, BE IT ORDAINED by the Borough Council of the Borough of West Cape May, County of Cape May and State of New Jersey as follows.: [8, 761, 212, 796]
logo-left: Cape May Star★Wave THE NATION'S OLDEST SEASHORE RESORT SINCE 1854: [8, 28, 111, 45]
tender-body-3: REPAIR AND REPAIR OF LOWER TOWNSHIP COMMUNITY CENTER. Notice is hereby given that sealed proposals will be received by the Township of Lower, Cumberland Princeton Drive, Cape May, for the repair of the Lower Township Community Center at 2600 Bayshore Road, Villas, New Jersey.: [216, 403, 376, 423]
home-improvement-header: Home Improvement: [8, 194, 108, 209]
sheriff-column-3: [668, 78, 762, 838]
